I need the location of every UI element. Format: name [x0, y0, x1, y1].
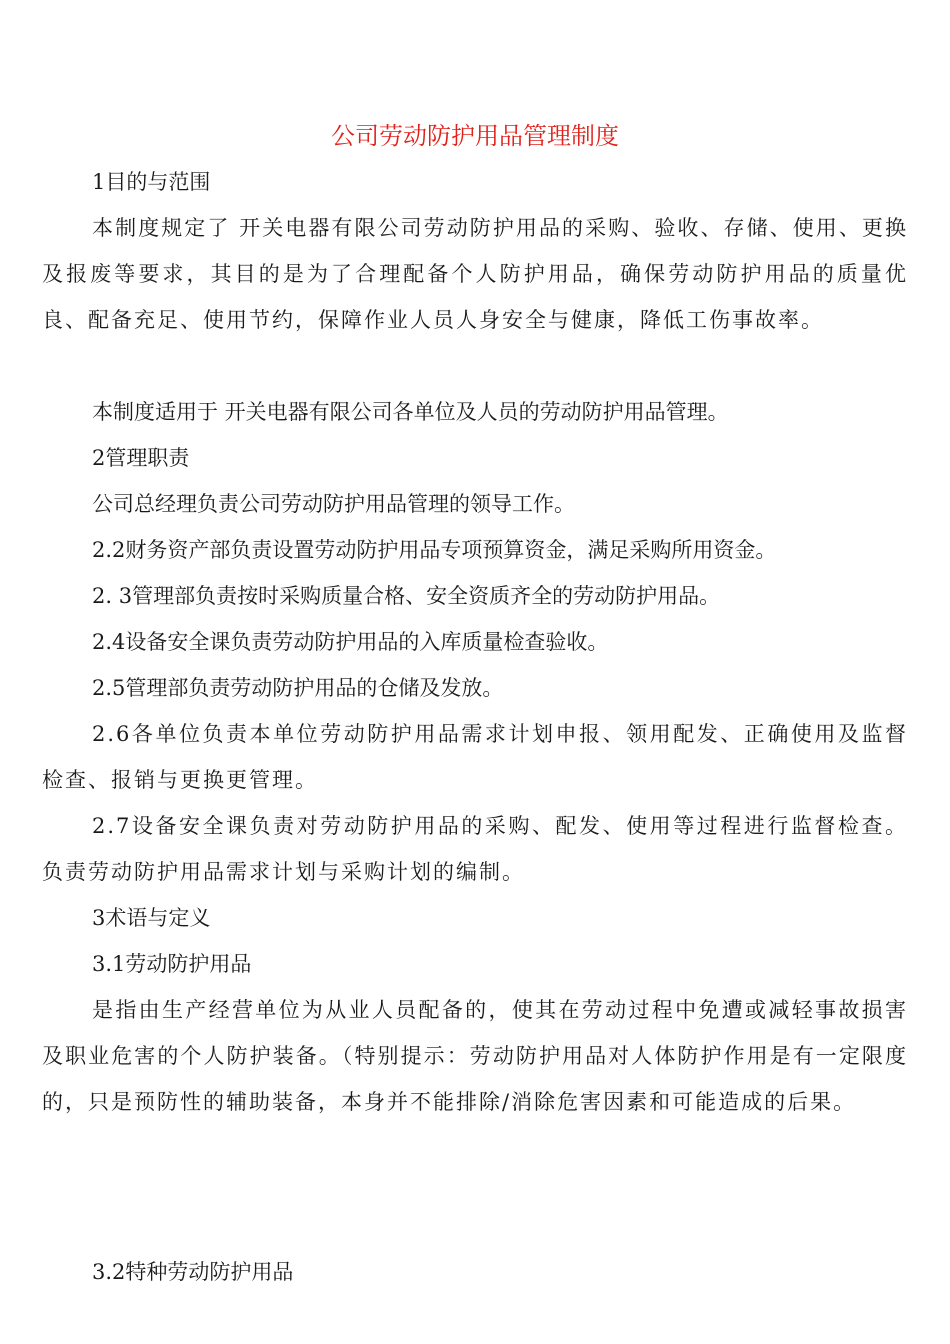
body-paragraph: 2.7设备安全课负责对劳动防护用品的采购、配发、使用等过程进行监督检查。负责劳动防护用品需求计划与采购计划的编制。 [42, 814, 908, 884]
subsection-heading: 3.2特种劳动防护用品 [92, 1260, 294, 1284]
section-heading-1: 1目的与范围 [92, 170, 211, 194]
subsection-heading: 3.1劳动防护用品 [92, 952, 252, 976]
body-paragraph: 本制度适用于 开关电器有限公司各单位及人员的劳动防护用品管理。 [92, 400, 729, 424]
body-paragraph: 公司总经理负责公司劳动防护用品管理的领导工作。 [92, 492, 575, 516]
body-paragraph: 2.4设备安全课负责劳动防护用品的入库质量检查验收。 [92, 630, 609, 654]
body-paragraph: 2.6各单位负责本单位劳动防护用品需求计划申报、领用配发、正确使用及监督检查、报销与更换更管理。 [42, 722, 908, 792]
document-title: 公司劳动防护用品管理制度 [331, 122, 619, 150]
section-heading-3: 3术语与定义 [92, 906, 211, 930]
section-heading-2: 2管理职责 [92, 446, 190, 470]
body-paragraph: 本制度规定了 开关电器有限公司劳动防护用品的采购、验收、存储、使用、更换及报废等要求，其目的是为了合理配备个人防护用品，确保劳动防护用品的质量优良、配备充足、使用节约，保障作业人员人身安全与健康，降低工伤事故率。 [42, 216, 908, 332]
body-paragraph: 2.2财务资产部负责设置劳动防护用品专项预算资金，满足采购所用资金。 [92, 538, 777, 562]
body-paragraph: 是指由生产经营单位为从业人员配备的，使其在劳动过程中免遭或减轻事故损害及职业危害的个人防护装备。（特别提示：劳动防护用品对人体防护作用是有一定限度的，只是预防性的辅助装备，本身并不能排除/消除危害因素和可能造成的后果。 [42, 998, 908, 1114]
body-paragraph: 2.5管理部负责劳动防护用品的仓储及发放。 [92, 676, 504, 700]
body-paragraph: 2. 3管理部负责按时采购质量合格、安全资质齐全的劳动防护用品。 [92, 584, 721, 608]
